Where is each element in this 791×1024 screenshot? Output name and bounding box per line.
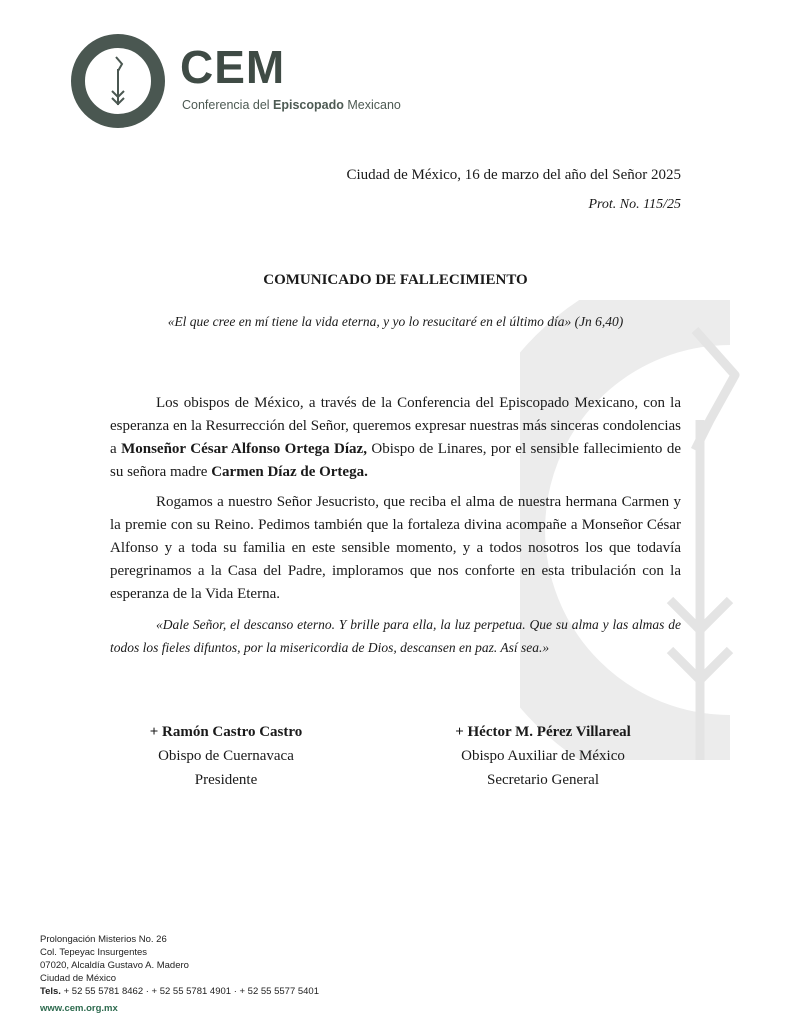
paragraph-closing-prayer: «Dale Señor, el descanso eterno. Y brille para ella, la luz perpetua. Que su alma y las almas de todos los fieles difuntos, por la misericordia de Dios, descansen en paz. Así sea.» [110,617,681,655]
page-title: COMUNICADO DE FALLECIMIENTO [263,272,528,288]
footer-address-line: 07020, Alcaldía Gustavo A. Madero [40,960,189,971]
signature-block-president [96,720,356,792]
epigraph-quote: «El que cree en mí tiene la vida eterna, y yo lo resucitaré en el último día» (Jn 6,40) [167,314,624,329]
date-line: Ciudad de México, 16 de marzo del año del Señor 2025 [346,167,681,183]
paragraph-condolences: Los obispos de México, a través de la Conferencia del Episcopado Mexicano, con la esperanza en la Resurrección del Señor, queremos expresar nuestras más sinceras condolencias a Monseñor César Alfonso Ortega Díaz, Obispo de Linares, por el sensible fallecimiento de su señora madre Carmen Díaz de Ortega. [110,395,681,480]
letter-body [110,392,681,666]
footer-address-line: Prolongación Misterios No. 26 [40,934,167,945]
logo-subtitle: Conferencia del Episcopado Mexicano [182,98,401,112]
signer-title: Obispo Auxiliar de México [461,748,625,764]
footer-address-line: Col. Tepeyac Insurgentes [40,947,148,958]
protocol-number: Prot. No. 115/25 [588,197,681,212]
signature-block-secretary [413,720,673,792]
signer-role: Presidente [194,772,258,788]
cem-logo-icon [70,33,166,129]
signer-role: Secretario General [486,772,600,788]
logo-title: CEM [180,41,286,93]
footer-address-line: Ciudad de México [40,973,117,984]
signer-title: Obispo de Cuernavaca [158,748,294,764]
paragraph-prayer: Rogamos a nuestro Señor Jesucristo, que reciba el alma de nuestra hermana Carmen y la premie con su Reino. Pedimos también que la fortaleza divina acompañe a Monseñor César Alfonso y a toda su familia en este sensible momento, y a todos nosotros los que todavía peregrinamos a la Casa del Padre, imploramos que nos conforte en esta tribulación con la esperanza de la Vida Eterna. [110,494,681,602]
footer-website-link[interactable]: www.cem.org.mx [40,1003,118,1014]
signer-name: + Ramón Castro Castro [149,724,303,740]
footer-contact [40,933,319,1015]
signer-name: + Héctor M. Pérez Villareal [455,724,631,740]
footer-phones: Tels. + 52 55 5781 8462 · + 52 55 5781 4901 · + 52 55 5577 5401 [40,986,319,997]
